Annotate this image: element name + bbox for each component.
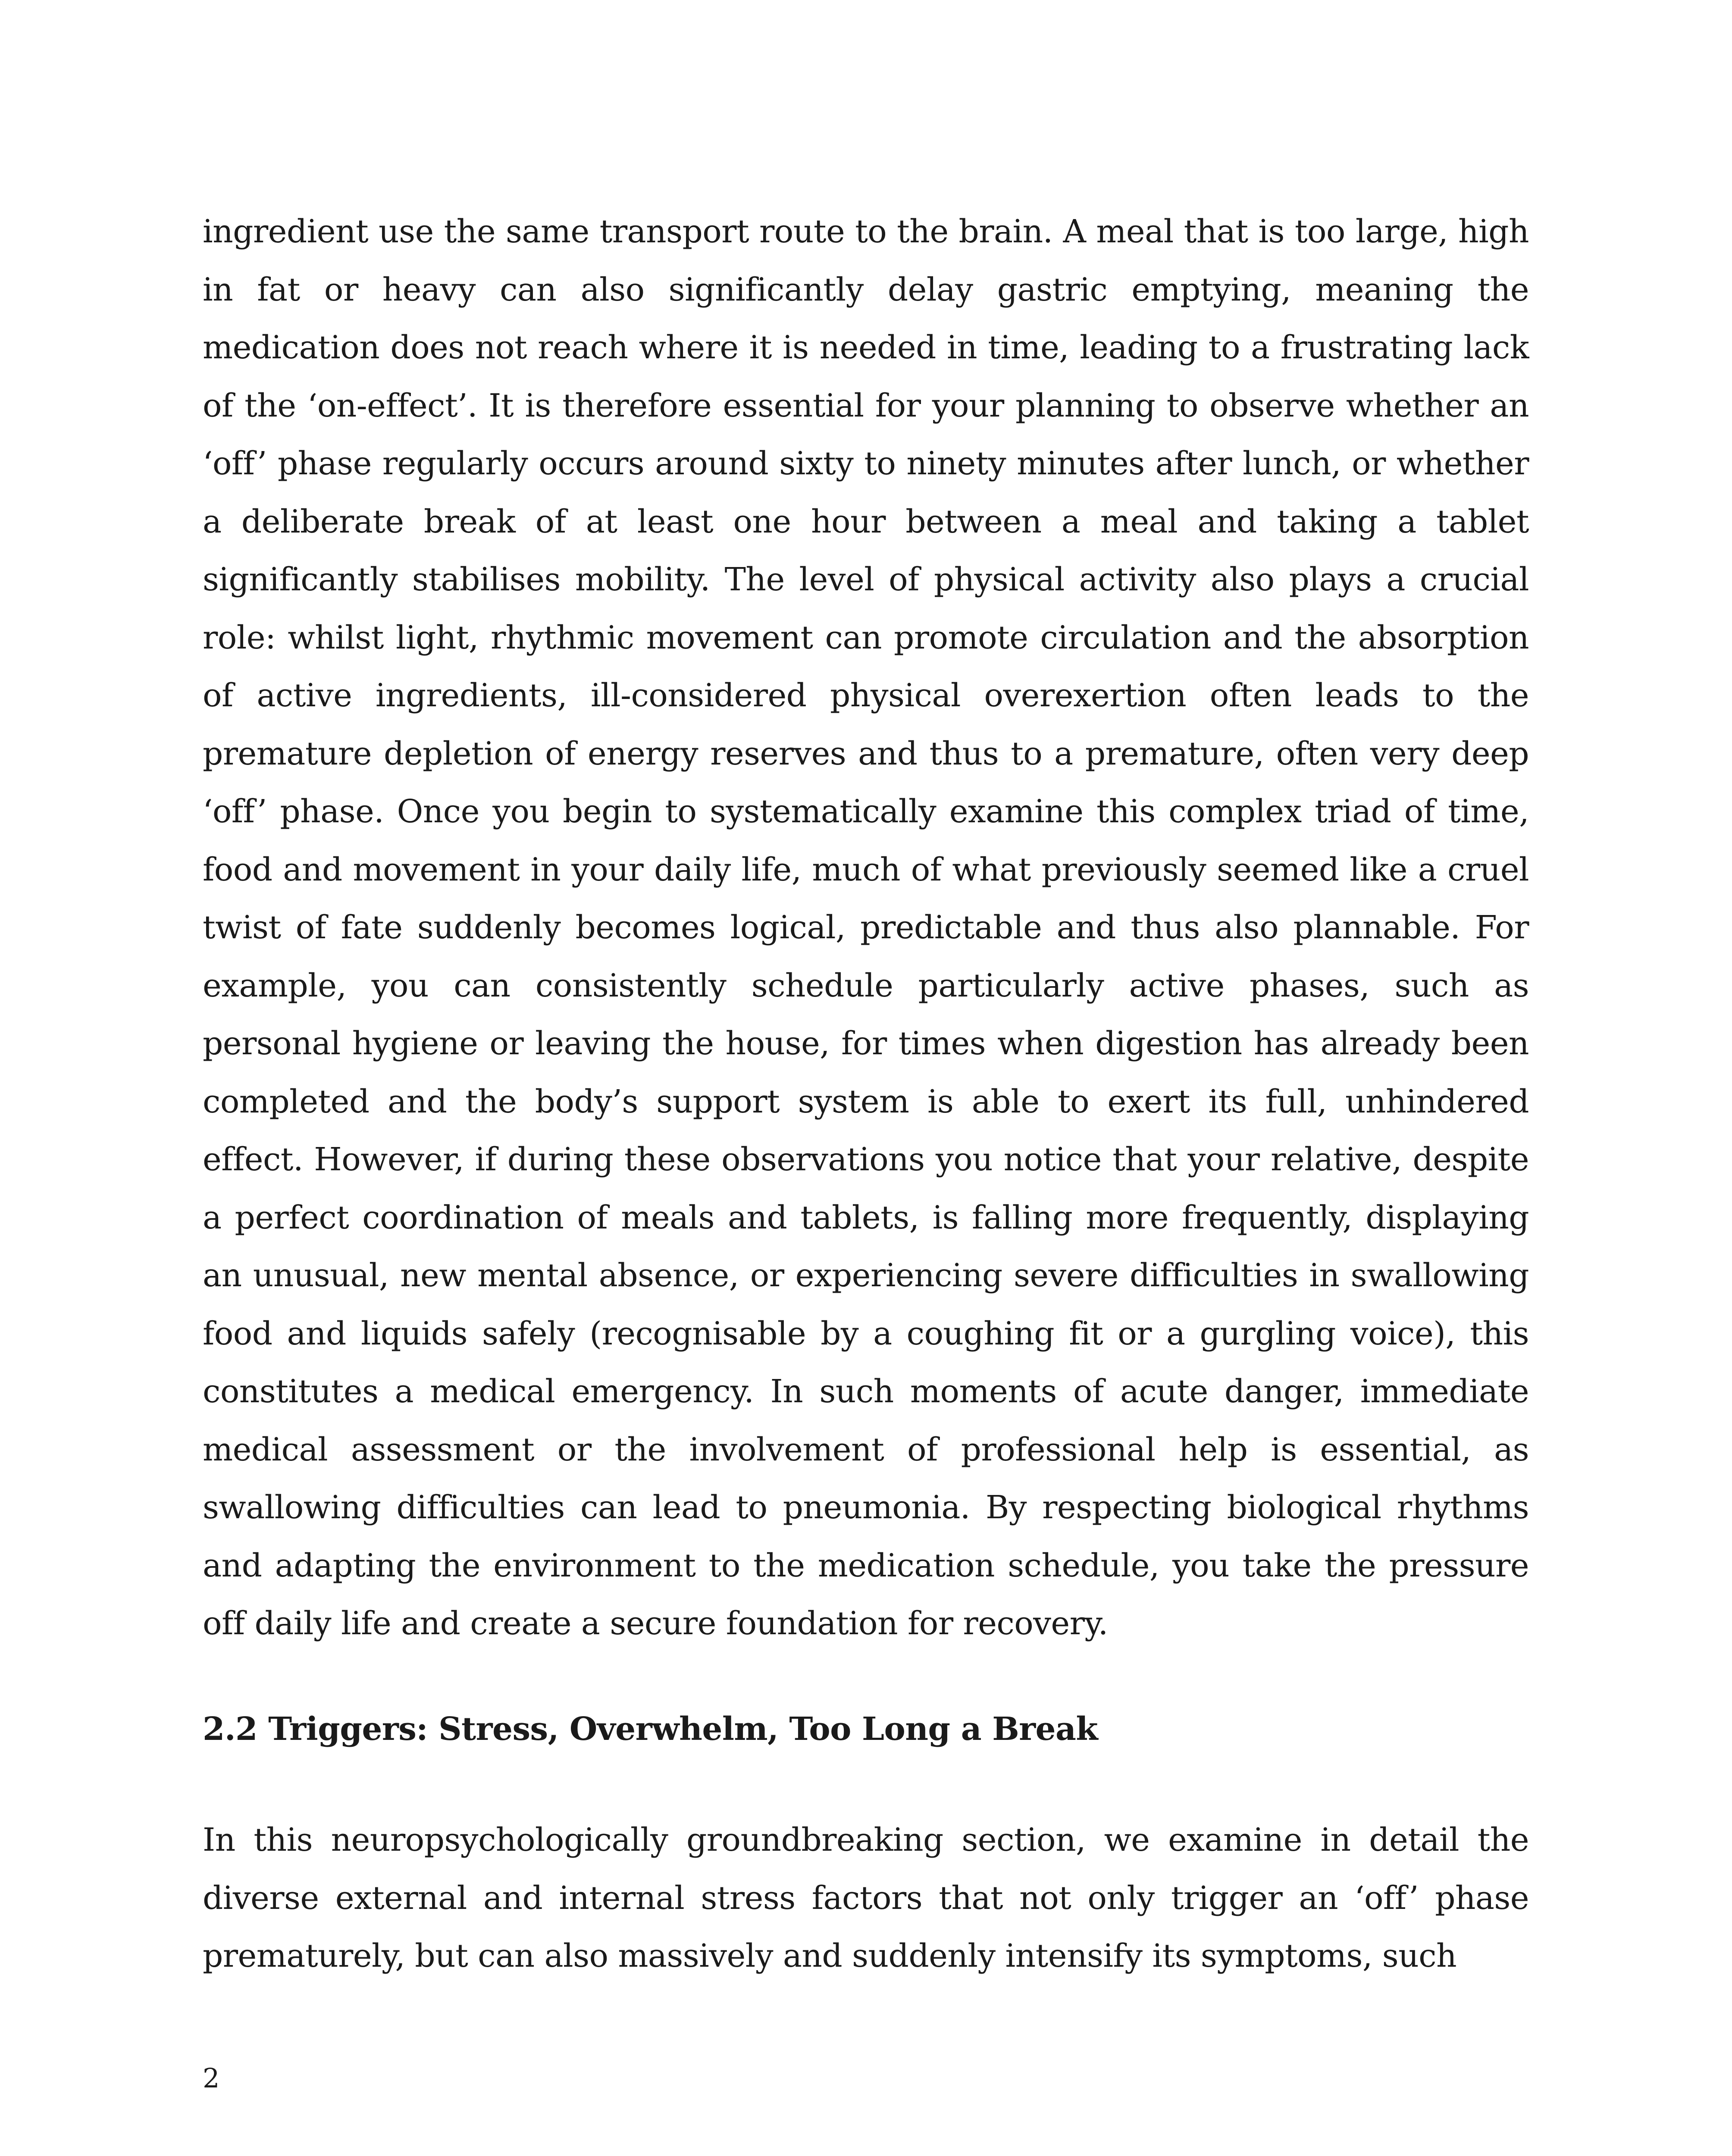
page-number: 2 — [203, 2062, 220, 2094]
paragraph: ingredient use the same transport route to the brain. A meal that is too large, high in fat or heavy can also significantly delay gastric emptying, meaning the medication does not reach where it is needed in time, leading to a frustrating lack of the ‘on-effect’. It is therefore essential for your planning to observe whether an ‘off’ phase regularly occurs around sixty to ninety minutes after lunch, or whether a deliberate break of at least one hour between a meal and taking a tablet significantly stabilises mobility. The level of physical activity also plays a crucial role: whilst light, rhythmic movement can promote circulation and the absorption of active ingredients, ill-considered physical overexertion often leads to the premature depletion of energy reserves and thus to a premature, often very deep ‘off’ phase. Once you begin to systematically examine this complex triad of time, food and movement in your daily life, much of what previously seemed like a cruel twist of fate suddenly becomes logical, predictable and thus also plannable. For example, you can consistently schedule particularly active phases, such as personal hygiene or leaving the house, for times when digestion has already been completed and the body’s support system is able to exert its full, unhindered effect. However, if during these observations you notice that your relative, despite a perfect coordination of meals and tablets, is falling more frequently, displaying an unusual, new mental absence, or experiencing severe difficulties in swallowing food and liquids safely (recognisable by a coughing fit or a gurgling voice), this constitutes a medical emergency. In such moments of acute danger, immediate medical assessment or the involvement of professional help is essential, as swallowing difficulties can lead to pneumonia. By respecting biological rhythms and adapting the environment to the medication schedule, you take the pressure off daily life and create a secure foundation for recovery. — [203, 213, 1529, 1642]
section-heading-block — [203, 1708, 1529, 1751]
body-text-block — [203, 203, 1529, 1653]
body-text-block-2 — [203, 1811, 1529, 1985]
section-heading: 2.2 Triggers: Stress, Overwhelm, Too Long a Break — [203, 1711, 1098, 1748]
paragraph: In this neuropsychologically groundbreaking section, we examine in detail the diverse external and internal stress factors that not only trigger an ‘off’ phase prematurely, but can also massively and suddenly intensify its symptoms, such — [203, 1821, 1529, 1974]
